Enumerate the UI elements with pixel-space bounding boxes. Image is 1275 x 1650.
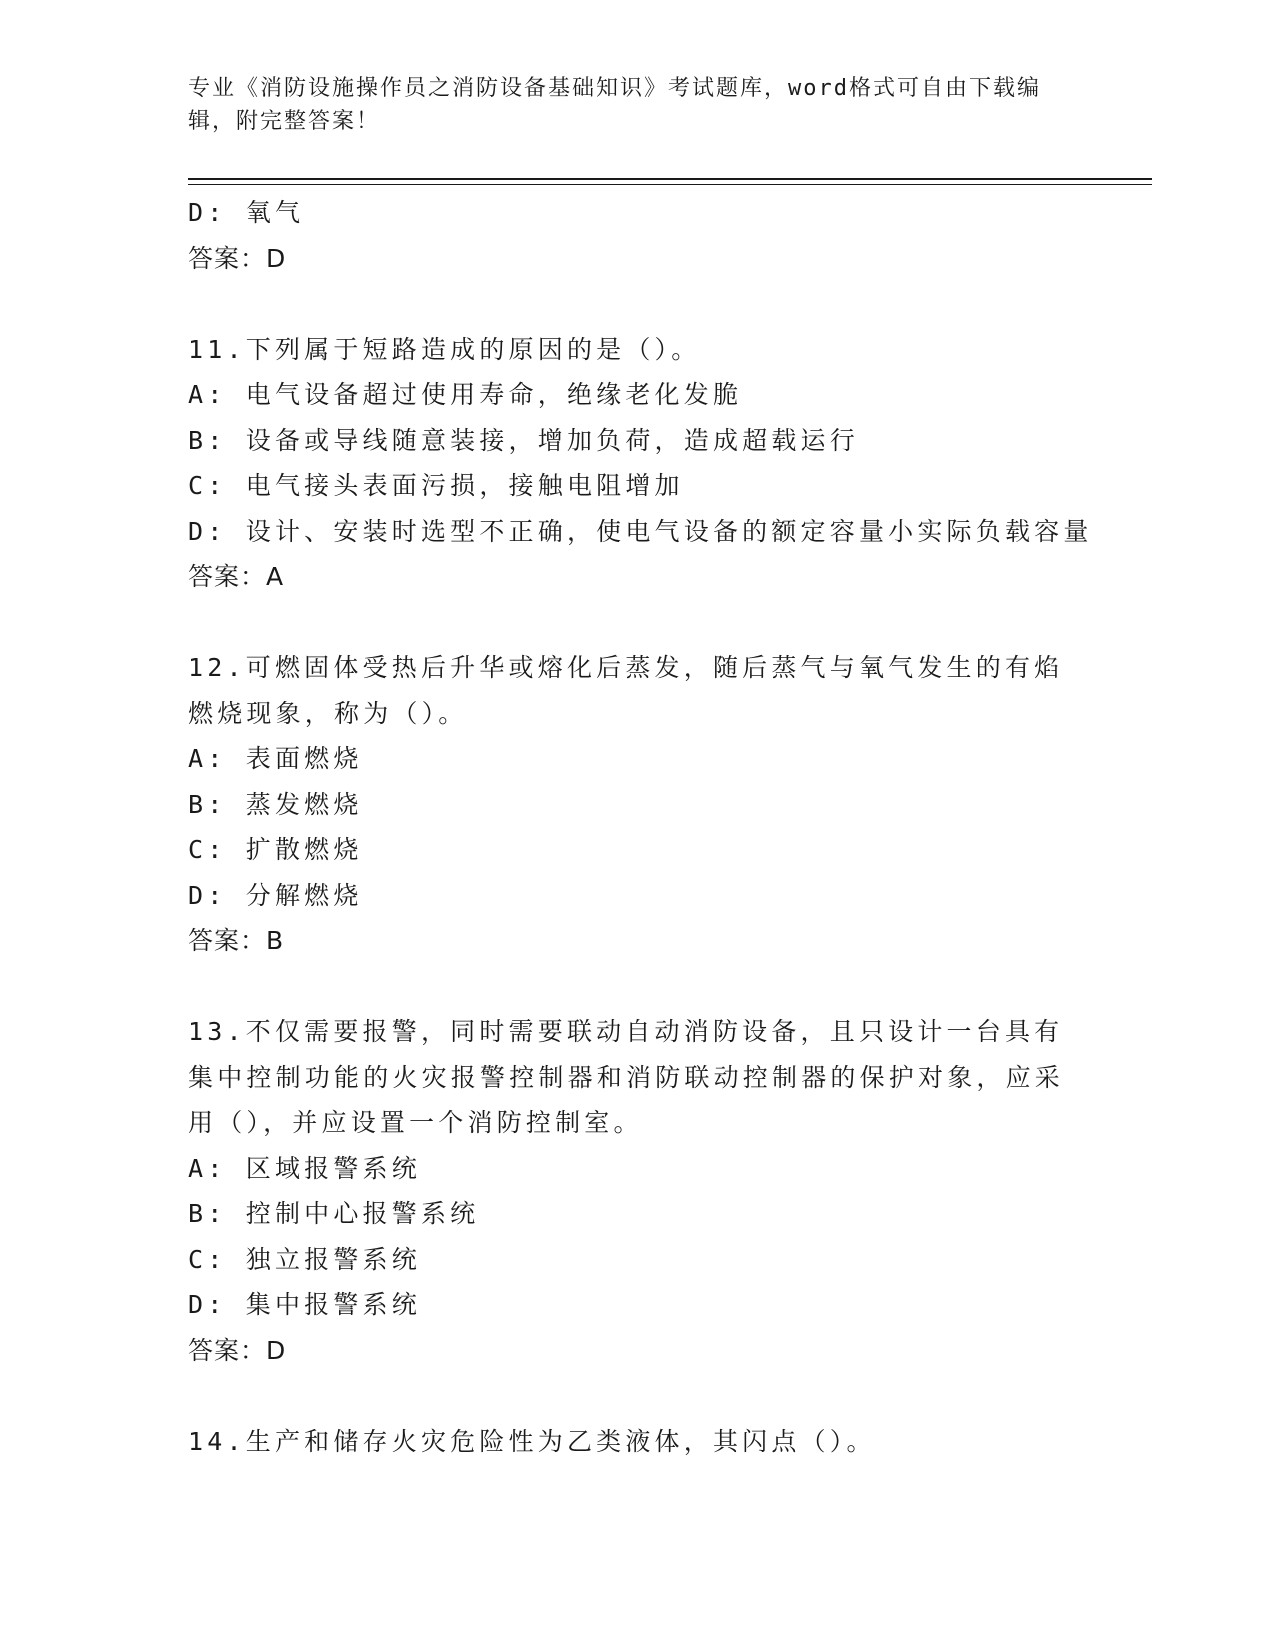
question-12 — [188, 645, 1088, 964]
question-stem: 14.生产和储存火灾危险性为乙类液体，其闪点（）。 — [188, 1426, 876, 1456]
option-c: C: 电气接头表面污损，接触电阻增加 — [188, 471, 684, 500]
prev-answer: 答案：D — [188, 243, 287, 273]
option-c: C: 独立报警系统 — [188, 1244, 421, 1274]
answer: 答案：D — [188, 1335, 287, 1365]
option-b: B: 控制中心报警系统 — [188, 1199, 480, 1228]
spacer — [188, 964, 1088, 1010]
question-stem: 12.可燃固体受热后升华或熔化后蒸发，随后蒸气与氧气发生的有焰燃烧现象，称为（）。 — [188, 653, 1064, 728]
option-d: D: 分解燃烧 — [188, 880, 363, 910]
option-a: A: 电气设备超过使用寿命，绝缘老化发脆 — [188, 380, 743, 409]
question-stem: 11.下列属于短路造成的原因的是（）。 — [188, 334, 701, 364]
answer: 答案：A — [188, 562, 285, 591]
document-intro: 专业《消防设施操作员之消防设备基础知识》考试题库，word格式可自由下载编辑，附完整答案！ — [188, 76, 1041, 134]
question-stem: 13.不仅需要报警，同时需要联动自动消防设备，且只设计一台具有集中控制功能的火灾报警控制器和消防联动控制器的保护对象，应采用（），并应设置一个消防控制室。 — [188, 1017, 1065, 1137]
spacer — [188, 281, 1088, 327]
option-a: A: 区域报警系统 — [188, 1153, 421, 1183]
question-13 — [188, 1009, 1088, 1373]
option-b: B: 设备或导线随意装接，增加负荷，造成超载运行 — [188, 425, 859, 455]
option-d: D: 集中报警系统 — [188, 1290, 421, 1319]
question-list — [188, 190, 1093, 1464]
prev-option-d: D: 氧气 — [188, 198, 305, 227]
option-b: B: 蒸发燃烧 — [188, 789, 363, 819]
option-d: D: 设计、安装时选型不正确，使电气设备的额定容量小实际负载容量 — [188, 516, 1093, 546]
spacer — [188, 600, 1088, 646]
option-c: C: 扩散燃烧 — [188, 835, 363, 864]
header-rule-thick — [188, 178, 1152, 180]
header-rule-thin — [188, 184, 1152, 185]
answer: 答案：B — [188, 926, 285, 955]
question-14 — [188, 1419, 1088, 1465]
option-a: A: 表面燃烧 — [188, 744, 363, 773]
spacer — [188, 1373, 1088, 1419]
question-11 — [188, 327, 1093, 600]
